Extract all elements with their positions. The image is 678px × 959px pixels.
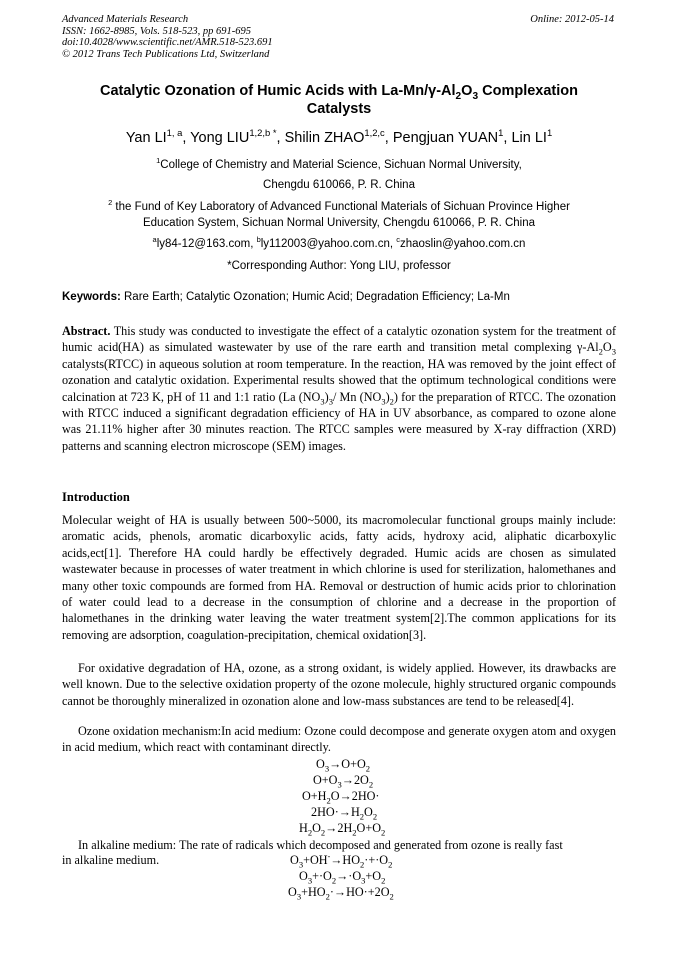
equation-1: $O_3\to O+O_2$ — [316, 757, 371, 774]
intro-paragraph-2: For oxidative degradation of HA, ozone, as a strong oxidant, is widely applied. However, its drawbacks are well known. Due to the selective oxidation property of the ozone molecule, highly structured organic compounds cannot be thoroughly mineralized in ozonation alone and low-mass substances are tend to be released[4]. — [62, 661, 616, 708]
intro-paragraph-4: In alkaline medium: The rate of radicals which decomposed and generated from ozone is really fast — [78, 838, 563, 852]
equation-2: $O+O_3\to 2O_2$ — [313, 773, 374, 790]
journal-name: Advanced Materials Research — [62, 14, 189, 25]
equation-7: $O_3+\cdot O_2\to\cdot O_3+O_2$ — [299, 869, 386, 886]
email-list: $^a$ly84-12@163.com, $^b$ly112003@yahoo.com.cn, $^c$zhaoslin@yahoo.com.cn — [152, 235, 526, 250]
author: Lin LI — [511, 130, 547, 146]
author: Pengjuan YUAN — [392, 130, 499, 146]
keywords-label: Keywords: — [62, 291, 121, 303]
affiliation-1: $^1$College of Chemistry and Material Science, Sichuan Normal University, Chengdu 610066, P. R. China — [156, 156, 522, 191]
email-address: ly112003@yahoo.com.cn, — [260, 238, 397, 250]
keywords — [62, 291, 616, 303]
intro-paragraph-4-end: in alkaline medium. — [62, 853, 160, 867]
doi-line: doi:10.4028/www.scientific.net/AMR.518-523.691 — [62, 37, 273, 48]
copyright-line: © 2012 Trans Tech Publications Ltd, Switzerland — [62, 48, 270, 60]
equation-8: $O_3+HO_2\cdot\to HO\cdot+2O_2$ — [288, 885, 394, 902]
equation-6: $O_3+OH^-\to HO_2\cdot+\cdot O_2$ — [290, 851, 393, 870]
email-address: zhaoslin@yahoo.com.cn — [399, 238, 526, 250]
equation-4: $2HO\cdot\to H_2O_2$ — [311, 805, 378, 822]
email-address: ly84-12@163.com, — [156, 238, 257, 250]
corresponding-author: *Corresponding Author: Yong LIU, professor — [227, 260, 451, 272]
author: Yong LIU — [190, 130, 250, 146]
equation-3: $O+H_2O\to 2HO\cdot$ — [302, 789, 380, 806]
intro-paragraph-3: Ozone oxidation mechanism:In acid medium: Ozone could decompose and generate oxygen atom and oxygen in acid medium, which react with contaminant directly. — [62, 724, 616, 755]
equation-5: $H_2O_2\to 2H_2O+O_2$ — [299, 821, 386, 838]
introduction-heading: Introduction — [62, 490, 130, 504]
paper-title: Catalytic Ozonation of Humic Acids with $La-Mn/\gamma-Al_2O_3$ Complexation Catalysts — [99, 83, 578, 117]
issn-line: ISSN: 1662-8985, Vols. 518-523, pp 691-695 — [62, 25, 251, 37]
abstract: Abstract. This study was conducted to investigate the effect of a catalytic ozonation system for the treatment of humic acid(HA) as simulated wastewater by use of the rare earth and transition metal complexing $\gamma-Al_2O_3$ catalysts(RTCC) in aqueous solution at room temperature. In the reaction, HA was removed by the joint effect of ozonation and catalytic oxidation. Experimental results showed that the optimum technological conditions were calcination at 723 K, pH of 11 and 1:1 ratio (La $(NO_3)_3/$ Mn $(NO_3)_2$) for the preparation of RTCC. The ozonation with RTCC induced a significant degradation efficiency of HA in UV absorbance, as compared to ozone alone was 21.11% higher after 30 minutes reaction. The RTCC samples were measured by X-ray diffraction (XRD) patterns and scanning electron microscope (SEM) images. — [62, 324, 616, 453]
keywords-text: Rare Earth; Catalytic Ozonation; Humic Acid; Degradation Efficiency; La-Mn — [120, 291, 510, 303]
author-list: Yan LI$^{1, a}$, Yong $LIU^{1,2,b *}$, Shilin ZHAO$^{1,2,c}$, Pengjuan YUAN$^1$, Lin $LI^1$ — [125, 127, 553, 146]
author: Yan LI — [125, 130, 167, 146]
affiliation-2: $^2$ the Fund of Key Laboratory of Advanced Functional Materials of Sichuan Province Higher Education System, Sichuan Normal University, Chengdu 610066, P. R. China — [108, 198, 570, 229]
intro-paragraph-1: Molecular weight of HA is usually between 500~5000, its macromolecular functional groups mainly include: aromatic acids, phenols, aromatic dicarboxylic acids, fatty acids, hydroxy acid, aliphatic dicarboxylic acids,ect[1]. Therefore HA could hardly be effectively degraded. Humic acids are chosen as simulated wastewater because in processes of water treatment in which chlorine is used for sterilization, halomethanes and many other toxic compounds are formed from HA. Removal or destruction of humic acids prior to chlorination of water could lead to a decrease in the consumption of chlorine and a decrease in the proportion of halomethanes in the drinking water leaving the water treatment system[2].The common applications for its removing are adsorption, coagulation-precipitation, chemical oxidation[3]. — [62, 513, 616, 642]
online-date: Online: 2012-05-14 — [530, 14, 614, 25]
author: Shilin ZHAO — [284, 130, 365, 146]
abstract-label: Abstract. — [62, 324, 111, 338]
journal-header — [62, 14, 273, 60]
